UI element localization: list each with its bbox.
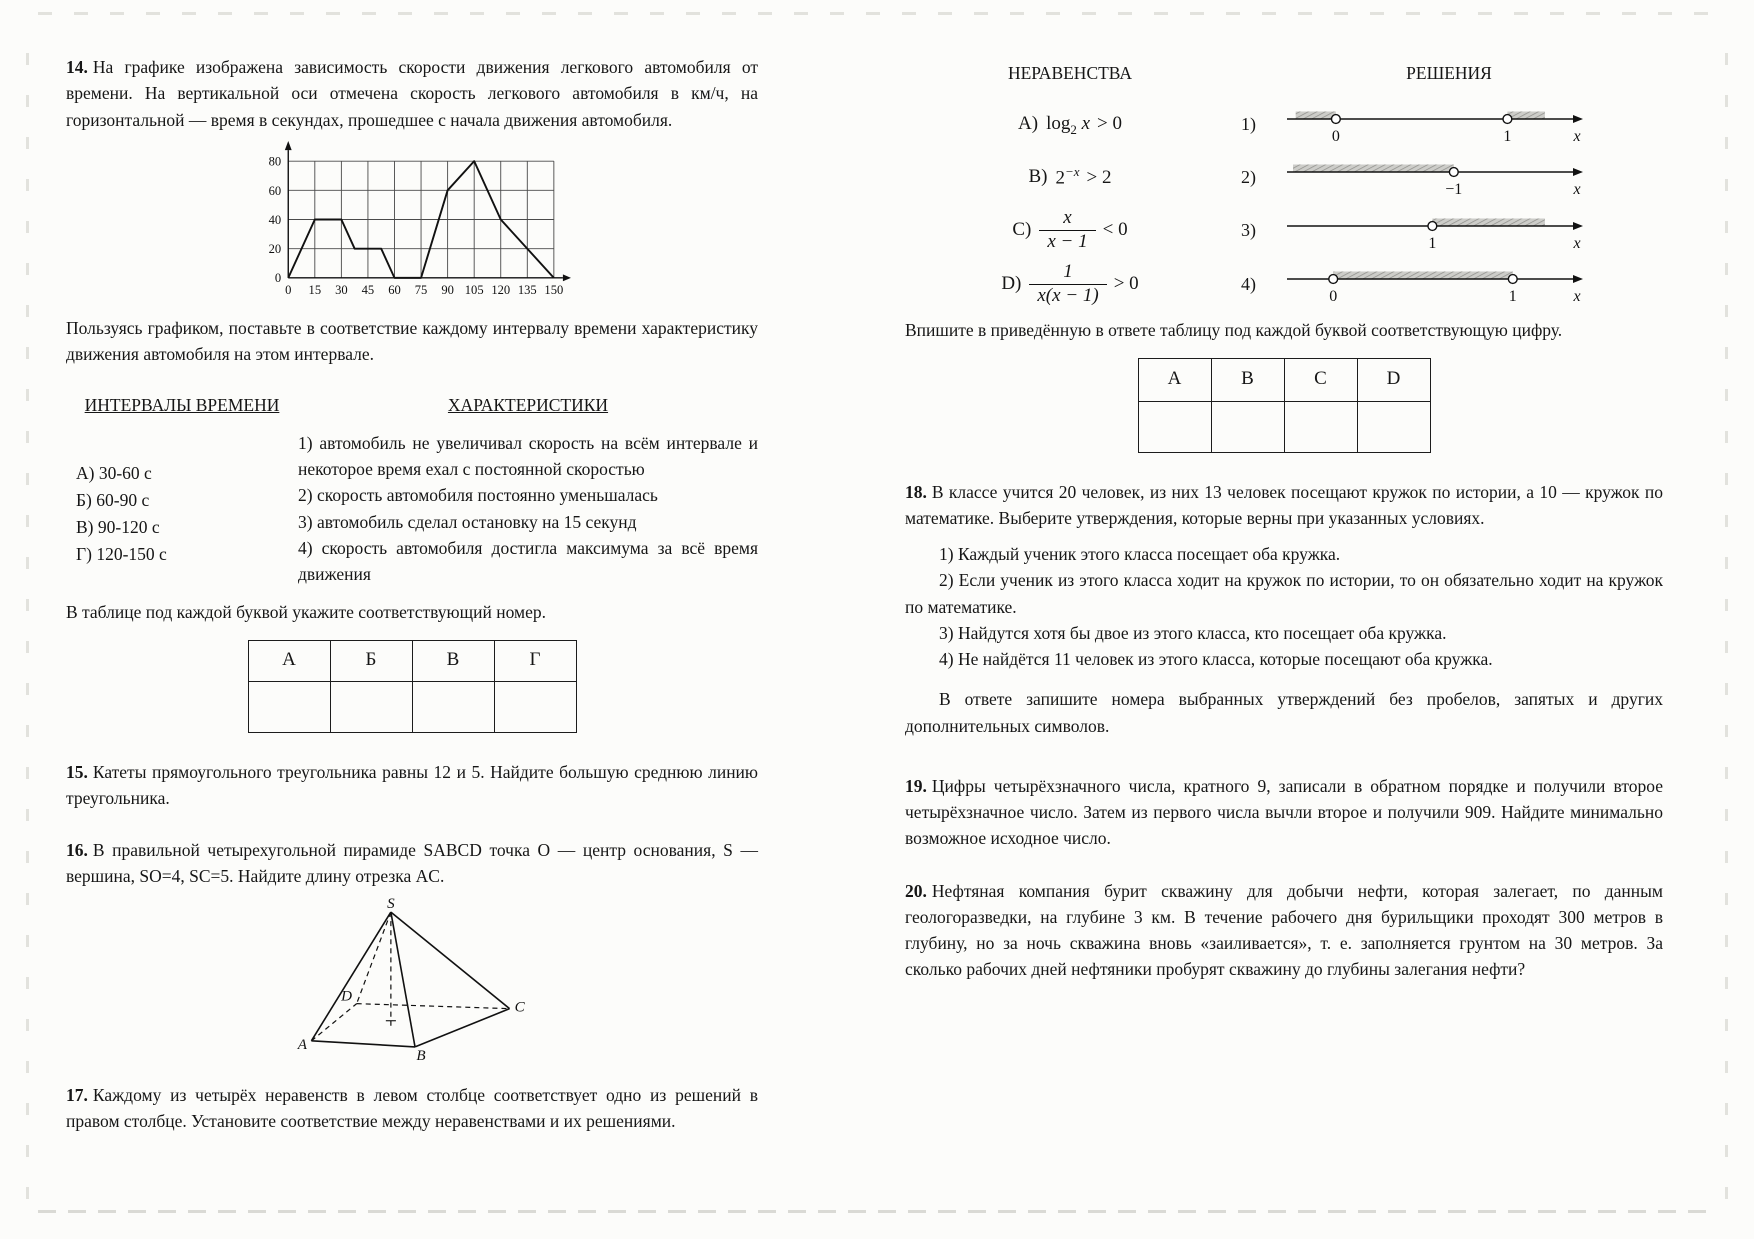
svg-text:150: 150 xyxy=(544,282,564,297)
svg-text:80: 80 xyxy=(268,154,282,169)
numberline-4 xyxy=(1285,261,1585,307)
vertex-label-b: B xyxy=(416,1047,426,1064)
problem-20-text: 20. Нефтяная компания бурит скважину для добычи нефти, которая залегает, по данным геологоразведки, на глубине 3 км. В течение рабочего дня бурильщики проходят 300 метров в глубину, но за ночь скважина вновь «заиливается», т. е. заполняется грунтом на 30 метров. За сколько рабочих дней нефтяники пробурят скважину до глубины залегания нефти? xyxy=(905,880,1663,980)
svg-text:90: 90 xyxy=(441,282,454,297)
vertex-label-s: S xyxy=(387,897,395,912)
answer-cell-empty xyxy=(1211,401,1284,452)
speed-time-chart xyxy=(246,137,578,300)
statement-item: 1) Каждый ученик этого класса посещает оба кружка. xyxy=(939,544,1341,565)
inequality-a: A) $\log_2 x > 0$ xyxy=(1018,112,1122,137)
svg-text:1: 1 xyxy=(1503,128,1512,146)
numberline-2 xyxy=(1285,154,1585,200)
left-column xyxy=(66,54,758,1134)
problem-17-matching xyxy=(905,60,1663,453)
svg-text:x: x xyxy=(1573,288,1581,306)
answer-header-cell: А xyxy=(248,640,330,681)
characteristic-item: 4) скорость автомобиля достигла максимума за всё время движения xyxy=(298,537,758,584)
inequality-b: B) $2^{-x} > 2$ xyxy=(1028,163,1112,189)
svg-text:30: 30 xyxy=(335,282,348,297)
chart-figure xyxy=(66,137,758,307)
solution-label: 2) xyxy=(1241,166,1256,187)
answer-cell-empty xyxy=(248,681,330,732)
statement-item: 3) Найдутся хотя бы двое из этого класса, кто посещает оба кружка. xyxy=(939,622,1447,643)
answer-header-cell: Б xyxy=(330,640,412,681)
answer-header-cell: A xyxy=(1138,358,1211,401)
svg-text:40: 40 xyxy=(268,212,282,227)
statement-item: 2) Если ученик из этого класса ходит на кружок по истории, то он обязательно ходит на кружок по математике. xyxy=(905,570,1663,617)
answer-header-cell: Г xyxy=(494,640,576,681)
svg-text:120: 120 xyxy=(491,282,511,297)
answer-note-18: В ответе запишите номера выбранных утверждений без пробелов, запятых и других дополнительных символов. xyxy=(905,689,1663,736)
problem-number: 20. xyxy=(905,880,927,901)
svg-text:x: x xyxy=(1573,128,1581,146)
svg-text:1: 1 xyxy=(1428,234,1437,252)
solution-3 xyxy=(1235,208,1663,254)
interval-item: Г) 120-150 с xyxy=(76,544,167,565)
right-column xyxy=(905,60,1663,983)
solutions-header: РЕШЕНИЯ xyxy=(1406,63,1492,83)
svg-text:60: 60 xyxy=(268,183,282,198)
svg-text:−1: −1 xyxy=(1445,181,1463,199)
problem-number: 18. xyxy=(905,481,927,502)
svg-text:0: 0 xyxy=(285,282,292,297)
answer-table-14 xyxy=(248,640,577,733)
problem-14-text: 14. На графике изображена зависимость скорости движения легкового автомобиля от времени. На вертикальной оси отмечена скорость легкового автомобиля в км/ч, на горизонтальной — время в секундах, прошедшее с начала движения автомобиля. xyxy=(66,57,758,130)
solution-label: 3) xyxy=(1241,220,1256,241)
svg-text:x: x xyxy=(1573,181,1581,199)
characteristics-header: ХАРАКТЕРИСТИКИ xyxy=(447,394,609,415)
interval-item: Б) 60-90 с xyxy=(76,489,150,510)
problem-14-matching xyxy=(66,392,758,588)
solution-label: 4) xyxy=(1241,273,1256,294)
answer-cell-empty xyxy=(494,681,576,732)
problem-14-instruction: Пользуясь графиком, поставьте в соответствие каждому интервалу времени характеристику движения автомобиля на этом интервале. xyxy=(66,318,758,365)
problem-14 xyxy=(66,54,758,733)
svg-text:0: 0 xyxy=(1329,288,1338,306)
answer-cell-empty xyxy=(330,681,412,732)
answer-header-cell: C xyxy=(1284,358,1357,401)
svg-text:20: 20 xyxy=(268,241,282,256)
characteristic-item: 2) скорость автомобиля постоянно уменьшалась xyxy=(298,485,658,506)
interval-item: А) 30-60 с xyxy=(76,462,152,483)
solution-1 xyxy=(1235,101,1663,147)
page-edge-marks-left xyxy=(26,40,29,1199)
problem-16-text: 16. В правильной четырехугольной пирамиде SABCD точка O — центр основания, S — вершина, SO=4, SC=5. Найдите длину отрезка AC. xyxy=(66,840,758,887)
answer-header-cell: B xyxy=(1211,358,1284,401)
solution-2 xyxy=(1235,154,1663,200)
intervals-header: ИНТЕРВАЛЫ ВРЕМЕНИ xyxy=(84,394,280,415)
problem-19 xyxy=(905,773,1663,852)
problem-15-text: 15. Катеты прямоугольного треугольника равны 12 и 5. Найдите большую среднюю линию треугольника. xyxy=(66,761,758,808)
problem-18-text: 18. В классе учится 20 человек, из них 13 человек посещают кружок по истории, а 10 — кружок по математике. Выберите утверждения, которые верны при указанных условиях. xyxy=(905,481,1663,528)
inequalities-header: НЕРАВЕНСТВА xyxy=(1007,63,1133,83)
svg-text:135: 135 xyxy=(517,282,537,297)
inequality-c: C) $\frac{x}{x - 1}$ < 0 xyxy=(1012,207,1128,253)
pyramid-figure xyxy=(66,898,758,1072)
vertex-label-a: A xyxy=(297,1036,307,1053)
answer-cell-empty xyxy=(1284,401,1357,452)
problem-17 xyxy=(66,1082,758,1135)
table-note-14: В таблице под каждой буквой укажите соответствующий номер. xyxy=(66,602,546,623)
problem-17-text: 17. Каждому из четырёх неравенств в левом столбце соответствует одно из решений в правом столбце. Установите соответствие между неравенствами и их решениями. xyxy=(66,1084,758,1131)
vertex-label-c: C xyxy=(514,999,525,1016)
svg-text:45: 45 xyxy=(361,282,375,297)
svg-text:75: 75 xyxy=(414,282,428,297)
svg-text:15: 15 xyxy=(308,282,322,297)
problem-number: 19. xyxy=(905,775,927,796)
statements-list xyxy=(905,541,1663,672)
problem-16 xyxy=(66,837,758,1072)
page-edge-marks-right xyxy=(1725,40,1728,1199)
characteristic-item: 3) автомобиль сделал остановку на 15 секунд xyxy=(298,511,637,532)
answer-cell-empty xyxy=(1138,401,1211,452)
answer-table-17 xyxy=(1138,358,1431,453)
svg-text:60: 60 xyxy=(388,282,401,297)
svg-text:0: 0 xyxy=(1331,128,1340,146)
svg-text:105: 105 xyxy=(464,282,484,297)
problem-18 xyxy=(905,479,1663,739)
problem-number: 16. xyxy=(66,840,88,860)
page-edge-marks-top xyxy=(38,12,1716,15)
pyramid-svg xyxy=(286,898,538,1065)
characteristic-item: 1) автомобиль не увеличивал скорость на всём интервале и некоторое время ехал с постоянной скоростью xyxy=(298,432,758,479)
answer-header-cell: В xyxy=(412,640,494,681)
answer-cell-empty xyxy=(1357,401,1430,452)
problem-20 xyxy=(905,878,1663,983)
svg-text:x: x xyxy=(1573,234,1581,252)
intervals-list xyxy=(66,428,298,569)
solution-4 xyxy=(1235,261,1663,307)
answer-cell-empty xyxy=(412,681,494,732)
answer-header-cell: D xyxy=(1357,358,1430,401)
problem-number: 14. xyxy=(66,57,88,77)
interval-item: В) 90-120 с xyxy=(76,517,160,537)
inequality-d: D) $\frac{1}{x(x - 1)}$ > 0 xyxy=(1001,260,1139,306)
solution-label: 1) xyxy=(1241,113,1256,134)
characteristics-list xyxy=(298,428,758,588)
problem-15 xyxy=(66,759,758,812)
statement-item: 4) Не найдётся 11 человек из этого класса, которые посещают оба кружка. xyxy=(939,649,1493,670)
svg-text:1: 1 xyxy=(1508,288,1517,306)
answer-instruction-17: Впишите в приведённую в ответе таблицу под каждой буквой соответствующую цифру. xyxy=(905,320,1563,341)
svg-text:0: 0 xyxy=(274,270,282,285)
vertex-label-d: D xyxy=(341,988,353,1005)
numberline-3 xyxy=(1285,208,1585,254)
numberline-1 xyxy=(1285,101,1585,147)
problem-number: 15. xyxy=(66,761,88,782)
inequality-solution-grid xyxy=(905,60,1663,307)
problem-19-text: 19. Цифры четырёхзначного числа, кратного 9, записали в обратном порядке и получили второе четырёхзначное число. Затем из первого числа вычли второе и получили 909. Найдите минимально возможное исходное число. xyxy=(905,775,1663,849)
page-edge-marks-bottom xyxy=(38,1210,1716,1213)
problem-number: 17. xyxy=(66,1084,88,1105)
